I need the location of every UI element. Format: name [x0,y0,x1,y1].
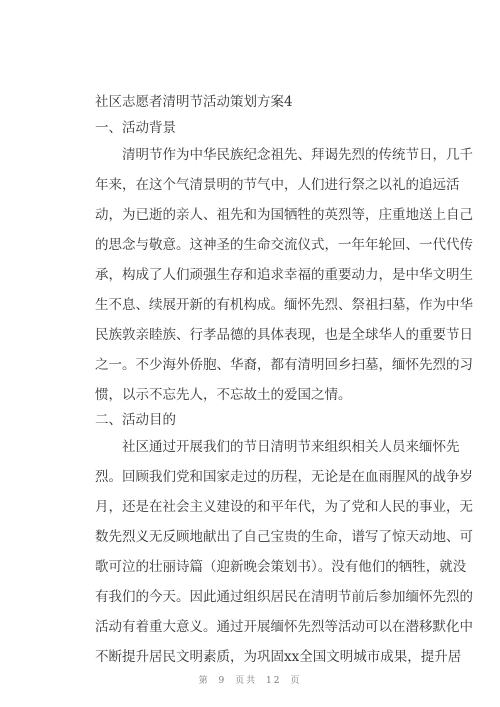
paragraph-line: 月，还是在社会主义建设的和平年代，为了党和人民的事业，无 [95,499,473,515]
paragraph-line: 数先烈义无反顾地献出了自己宝贵的生命，谱写了惊天动地、可 [95,529,473,545]
footer-suffix: 页 [290,676,302,686]
document-title: 社区志愿者清明节活动策划方案4 [95,94,293,110]
footer-middle: 页共 [235,676,258,686]
paragraph-line: 动，为已逝的亲人、祖先和为国牺牲的英烈等，庄重地送上自己 [95,207,473,223]
paragraph-line: 年来，在这个气清景明的节气中，人们进行祭之以礼的追远活 [95,177,460,193]
paragraph-line: 承，构成了人们顽强生存和追求幸福的重要动力，是中华文明生 [95,267,473,283]
paragraph-line: 的思念与敬意。这神圣的生命交流仪式，一年年轮回、一代代传 [95,237,473,253]
paragraph-line: 烈。回顾我们党和国家走过的历程，无论是在血雨腥风的战争岁 [95,469,473,485]
page-footer [0,673,500,686]
paragraph-line: 清明节作为中华民族纪念祖先、拜谒先烈的传统节日，几千 [95,147,473,163]
paragraph-line: 生不息、续展开新的有机构成。缅怀先烈、祭祖扫墓，作为中华 [95,297,473,313]
paragraph-line: 有我们的今天。因此通过组织居民在清明节前后参加缅怀先烈的 [95,589,473,605]
paragraph-line: 活动有着重大意义。通过开展缅怀先烈等活动可以在潜移默化中 [95,619,473,635]
paragraph-background [95,140,473,410]
paragraph-purpose [95,432,473,672]
section-heading-purpose: 二、活动目的 [95,412,176,428]
footer-current-page: 9 [218,676,227,686]
paragraph-line: 不断提升居民文明素质，为巩固xx全国文明城市成果，提升居 [95,649,462,665]
paragraph-line: 歌可泣的壮丽诗篇（迎新晚会策划书）。没有他们的牺牲，就没 [95,559,467,575]
footer-prefix: 第 [198,676,210,686]
paragraph-line: 社区通过开展我们的节日清明节来组织相关人员来缅怀先 [95,439,460,455]
section-heading-background: 一、活动背景 [95,120,176,136]
paragraph-line: 惯，以示不忘先人，不忘故土的爱国之情。 [95,387,352,403]
footer-total-pages: 12 [266,676,282,686]
paragraph-line: 之一。不少海外侨胞、华裔，都有清明回乡扫墓，缅怀先烈的习 [95,357,473,373]
paragraph-line: 民族敦亲睦族、行孝品德的具体表现，也是全球华人的重要节日 [95,327,473,343]
